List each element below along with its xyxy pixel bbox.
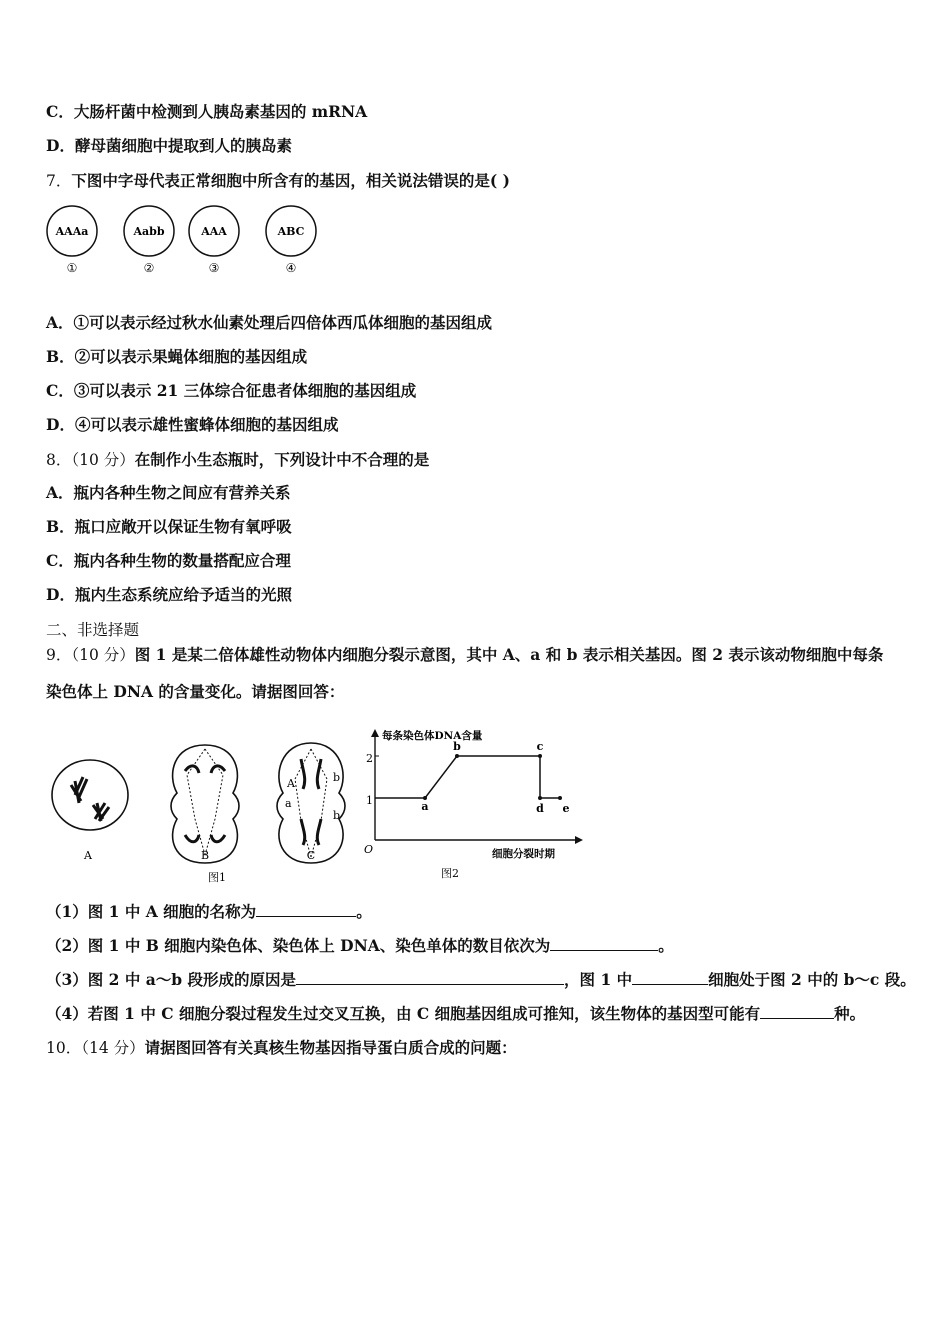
q9-sub2 [46, 934, 674, 956]
q9-sub2-text: （2）图 1 中 B 细胞内染色体、染色体上 DNA、染色单体的数目依次为 [46, 936, 551, 955]
chart-y-arrow [371, 729, 379, 737]
q6-option-c: C．大肠杆菌中检测到人胰岛素基因的 mRNA [46, 102, 368, 121]
chart-point-label-d: d [536, 802, 544, 815]
q9-sub1-text: （1）图 1 中 A 细胞的名称为 [46, 902, 257, 921]
q7-cell-2-label: ② [143, 261, 155, 275]
q9-sub2-blank[interactable] [550, 934, 658, 951]
q9-sub4-text: （4）若图 1 中 C 细胞分裂过程发生过交叉互换，由 C 细胞基因组成可推知，该生物体的基因型可能有 [46, 1004, 761, 1023]
q7-cells-figure [40, 200, 340, 280]
fig1-gene-b-bottom: b [333, 809, 341, 822]
q7-cell-2-genes: Aabb [133, 225, 165, 238]
section-heading: 二、非选择题 [46, 621, 140, 639]
q8-option-d: D．瓶内生态系统应给予适当的光照 [46, 585, 292, 604]
q7-number: 7． [46, 172, 72, 190]
fig1-gene-A: A [287, 777, 295, 790]
q8-stem [46, 450, 429, 470]
chart-point-b [455, 754, 459, 758]
fig2-caption: 图2 [441, 867, 459, 880]
chart-point-label-b: b [453, 740, 461, 753]
q7-option-b: B．②可以表示果蝇体细胞的基因组成 [46, 347, 308, 366]
q7-cell-4-genes: ABC [277, 225, 305, 238]
fig1-cell-c [277, 743, 345, 863]
q6-option-d: D．酵母菌细胞中提取到人的胰岛素 [46, 136, 292, 155]
q8-option-b: B．瓶口应敞开以保证生物有氧呼吸 [46, 517, 292, 536]
q7-cell-4 [266, 206, 316, 275]
q9-sub1 [46, 900, 372, 922]
q9-sub3-blank-1[interactable] [296, 968, 564, 985]
q7-cell-4-label: ④ [285, 261, 297, 275]
chart-point-d [538, 796, 542, 800]
q9-sub3-blank-2[interactable] [632, 968, 708, 985]
q9-sub3-end: 细胞处于图 2 中的 b～c 段。 [708, 970, 916, 989]
chart-ytick-2: 2 [366, 752, 373, 765]
q7-stem [46, 171, 510, 191]
q7-option-c: C．③可以表示 21 三体综合征患者体细胞的基因组成 [46, 381, 417, 400]
q7-cell-1-genes: AAAa [55, 225, 89, 238]
q9-stem-text: 图 1 是某二倍体雄性动物体内细胞分裂示意图，其中 A、a 和 b 表示相关基因。图 2 表示该动物细胞中每条 [134, 645, 884, 664]
q10-number: 10．（14 分） [46, 1039, 145, 1057]
q9-sub3 [46, 968, 916, 990]
q9-stem-line2: 染色体上 DNA 的含量变化。请据图回答： [46, 682, 345, 701]
q7-cell-2 [124, 206, 174, 275]
chart-ytick-1: 1 [366, 794, 373, 807]
q7-cell-1-label: ① [66, 261, 78, 275]
fig1-label-c: C [306, 849, 316, 862]
q7-cell-1 [47, 206, 97, 275]
q7-cell-3-label: ③ [208, 261, 220, 275]
q9-sub3-text: （3）图 2 中 a～b 段形成的原因是 [46, 970, 297, 989]
q7-stem-text: 下图中字母代表正常细胞中所含有的基因，相关说法错误的是( ) [71, 171, 510, 190]
fig1-cell-b [171, 745, 239, 863]
q9-stem-line1 [46, 645, 883, 665]
q9-sub4-blank[interactable] [760, 1002, 834, 1019]
chart-point-label-a: a [421, 800, 429, 813]
chart-point-label-c: c [536, 740, 544, 753]
q7-cell-3-genes: AAA [201, 225, 227, 238]
q8-number: 8．（10 分） [46, 451, 135, 469]
fig1-caption: 图1 [208, 871, 226, 884]
q9-sub4-end: 种。 [834, 1004, 866, 1023]
chart-point-label-e: e [562, 802, 570, 815]
chart-series-line [375, 756, 560, 798]
q10-stem-text: 请据图回答有关真核生物基因指导蛋白质合成的问题： [144, 1038, 517, 1057]
fig1-label-a: A [84, 849, 92, 862]
q8-option-a: A．瓶内各种生物之间应有营养关系 [46, 483, 291, 502]
fig1-label-b: B [200, 849, 210, 862]
chart-y-label: 每条染色体DNA含量 [382, 730, 483, 742]
q9-sub2-end: 。 [658, 936, 674, 955]
q9-sub1-end: 。 [356, 902, 372, 921]
q7-option-d: D．④可以表示雄性蜜蜂体细胞的基因组成 [46, 415, 339, 434]
q7-cell-3 [189, 206, 239, 275]
chart-x-arrow [575, 836, 583, 844]
fig1-gene-a: a [285, 797, 292, 810]
q10-stem [46, 1038, 517, 1058]
q7-option-a: A．①可以表示经过秋水仙素处理后四倍体西瓜体细胞的基因组成 [46, 313, 493, 332]
fig1-cell-a [52, 760, 128, 862]
q9-sub3-mid: ，图 1 中 [564, 970, 633, 989]
q9-sub4 [46, 1002, 865, 1024]
q9-figure-2-chart [360, 725, 590, 885]
chart-point-e [558, 796, 562, 800]
chart-x-label: 细胞分裂时期 [492, 848, 555, 860]
chart-point-c [538, 754, 542, 758]
q9-figure-1 [45, 735, 365, 885]
q8-option-c: C．瓶内各种生物的数量搭配应合理 [46, 551, 291, 570]
q8-stem-text: 在制作小生态瓶时，下列设计中不合理的是 [134, 450, 430, 469]
fig1-gene-b-top: b [333, 771, 341, 784]
chart-origin: O [364, 843, 374, 856]
q9-sub1-blank[interactable] [256, 900, 356, 917]
q9-number: 9．（10 分） [46, 646, 135, 664]
